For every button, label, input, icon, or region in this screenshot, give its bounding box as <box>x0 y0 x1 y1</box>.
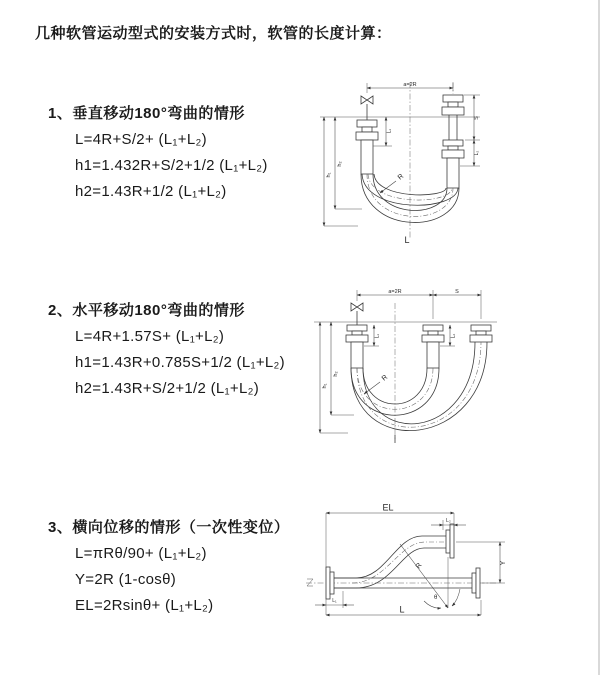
hose-displaced-position <box>334 536 446 588</box>
dim-label-h1: h₁ <box>322 383 328 389</box>
formula-l: L=4R+1.57S+ (L₁+L₂) <box>75 328 225 345</box>
dim-label-h1: h₁ <box>326 172 332 178</box>
dim-label-a2r: a=2R <box>388 289 402 295</box>
dim-label-el: EL <box>382 502 394 513</box>
right-fitting <box>442 95 464 188</box>
hose-position-2 <box>351 342 487 431</box>
valve-icon <box>361 96 373 120</box>
diagram-horizontal-180-bend <box>312 288 592 448</box>
formula-h2: h2=1.43R+1/2 (L₁+L₂) <box>75 183 227 200</box>
page-title: 几种软管运动型式的安装方式时，软管的长度计算： <box>35 25 392 42</box>
dimension-a2r <box>357 289 481 319</box>
dim-label-r: R <box>396 172 406 182</box>
dim-label-s: S <box>474 116 480 120</box>
section-2-heading: 2、水平移动180°弯曲的情形 <box>48 302 245 319</box>
section-2 <box>48 299 285 402</box>
dim-label-r: R <box>380 373 390 383</box>
dim-label-y: Y <box>500 560 507 566</box>
dimension-l1 <box>315 591 354 608</box>
diagram-lateral-displacement <box>300 497 598 637</box>
dim-label-l1: L₁ <box>374 333 381 339</box>
middle-fitting <box>422 325 444 368</box>
diagram-vertical-180-bend <box>318 78 493 253</box>
dim-label-h2: h₂ <box>337 161 343 167</box>
dimension-h2 <box>335 117 362 209</box>
section-1-heading: 1、垂直移动180°弯曲的情形 <box>48 105 245 122</box>
dim-label-theta: θ <box>434 595 438 601</box>
section-3 <box>48 516 289 619</box>
dimension-l2 <box>431 518 466 530</box>
dimension-y <box>456 542 507 583</box>
section-1 <box>48 102 268 205</box>
formula-y: Y=2R (1-cosθ) <box>75 571 177 588</box>
dim-label-l2: L₂ <box>474 150 480 156</box>
upper-flange-displaced <box>446 524 454 558</box>
left-flange <box>326 567 334 599</box>
right-fitting <box>470 325 492 342</box>
centerlines <box>306 542 496 586</box>
valve-icon <box>351 303 363 325</box>
dimension-s <box>433 289 481 295</box>
centerlines <box>314 303 497 443</box>
formula-h2: h2=1.43R+S/2+1/2 (L₁+L₂) <box>75 380 260 397</box>
left-fitting <box>346 325 368 368</box>
formula-l: L=4R+S/2+ (L₁+L₂) <box>75 131 207 148</box>
radius-callout <box>380 173 405 193</box>
dim-label-l-bottom: L <box>404 235 410 245</box>
dim-label-l2: L₂ <box>446 518 451 524</box>
formula-el: EL=2Rsinθ+ (L₁+L₂) <box>75 597 214 614</box>
dimension-l <box>326 600 481 615</box>
formula-h1: h1=1.432R+S/2+1/2 (L₁+L₂) <box>75 157 268 174</box>
dim-label-a2r: a=2R <box>403 82 417 88</box>
dim-label-l1: L₁ <box>386 128 393 134</box>
dimension-h1 <box>324 117 358 226</box>
dimension-s <box>464 95 480 140</box>
formula-l: L=πRθ/90+ (L₁+L₂) <box>75 545 207 562</box>
right-flange-original <box>472 568 480 598</box>
left-fitting <box>356 120 378 174</box>
dim-label-r: R <box>414 561 424 571</box>
section-3-heading: 3、横向位移的情形（一次性变位） <box>48 519 290 536</box>
formula-h1: h1=1.43R+0.785S+1/2 (L₁+L₂) <box>75 354 285 371</box>
dim-label-l1: L₁ <box>332 598 337 604</box>
dim-label-s: S <box>455 289 459 295</box>
dim-label-h2: h₂ <box>333 371 339 377</box>
dim-label-l: L <box>399 604 405 615</box>
radius-callout <box>364 374 389 394</box>
dim-label-l2: L₂ <box>450 333 457 339</box>
centerline-break-mark <box>307 579 313 586</box>
